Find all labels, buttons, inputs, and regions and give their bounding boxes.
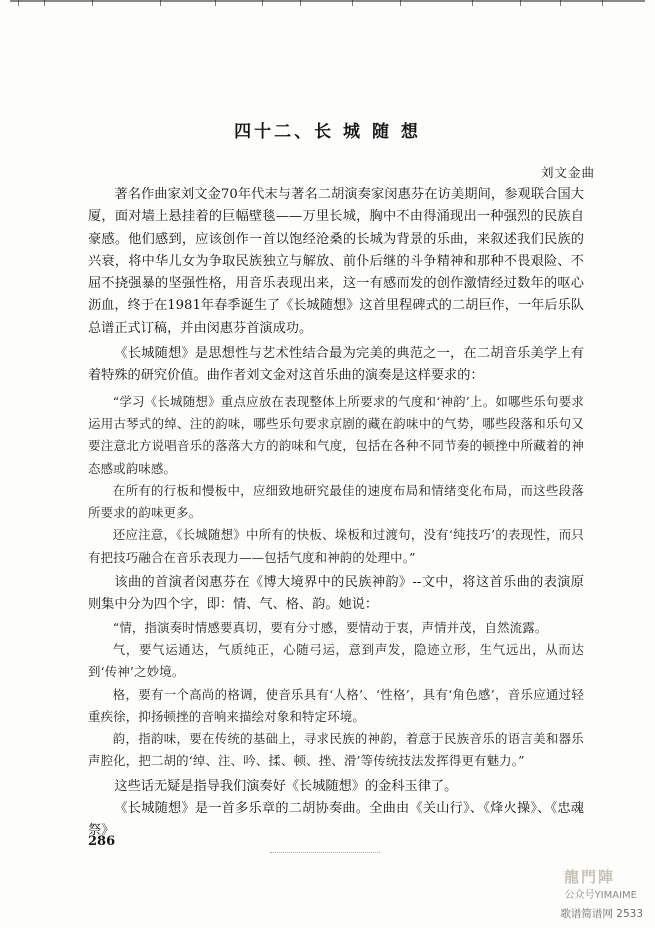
paragraph-structure: 《长城随想》是一首多乐章的二胡协奏曲。全曲由《关山行》、《烽火操》、《忠魂祭》 — [88, 801, 584, 839]
paragraph-intro: 著名作曲家刘文金70年代末与著名二胡演奏家闵惠芬在访美期间，参观联合国大厦，面对墙上悬挂着的巨幅壁毯——万里长城，胸中不由得涌现出一种强烈的民族自豪感。他们感到，应该创作一首以饱经沧桑的长城为背景的乐曲，来叙述我们民族的兴衰，将中华儿女为争取民族独立与解放、前仆后继的斗争精神和那种不畏艰险、不屈不挠强暴的坚强性格，用音乐表现出来，这一有感而发的创作激情经过数年的呕心沥血，终于在1981年春季诞生了《长城随想》这首里程碑式的二胡巨作，一年后乐队总谱正式订稿，并由闵惠芬首演成功。 — [88, 187, 584, 336]
quote-paragraph: 气，要气运通达，气质纯正，心随弓运，意到声发，隐迹立形，生气远出，从而达到‘传神’之妙境。 — [88, 641, 584, 680]
composer-credit: 刘文金曲 — [540, 165, 595, 180]
page-title: 四十二、长 城 随 想 — [234, 122, 421, 143]
page-number: 286 — [88, 834, 116, 849]
quote-paragraph: “情，指演奏时情感要真切，要有分寸感，要情动于衷，声情并茂，自然流露。 — [112, 619, 548, 635]
body-text — [88, 184, 584, 843]
paragraph-performer: 该曲的首演者闵惠芬在《博大境界中的民族神韵》--文中，将这首乐曲的表演原则集中分为四个字，即：情、气、格、韵。她说： — [88, 575, 584, 613]
paragraph-value: 《长城随想》是思想性与艺术性结合最为完美的典范之一，在二胡音乐美学上有着特殊的研究价值。曲作者刘文金对这首乐曲的演奏是这样要求的： — [88, 346, 584, 384]
footer-divider — [270, 852, 380, 853]
watermark-logo: 龍門陣 — [563, 868, 615, 886]
watermark-site: 公众号YIMAIME — [564, 890, 637, 901]
watermark-bottom: 歌谱简谱网 2533 — [560, 908, 643, 920]
quote-paragraph: 还应注意，《长城随想》中所有的快板、垛板和过渡句，没有‘纯技巧’的表现性，而只有把技巧融合在音乐表现力——包括气度和神韵的处理中。” — [88, 527, 584, 565]
quote-paragraph: 格，要有一个高尚的格调，使音乐具有‘人格’、‘性格’，具有‘角色感’，音乐应通过轻重疾徐，抑扬顿挫的音响来描绘对象和特定环境。 — [88, 686, 584, 724]
scan-edge-marks — [0, 0, 655, 10]
quote-paragraph: “学习《长城随想》重点应放在表现整体上所要求的气度和‘神韵’上。如哪些乐句要求运用古琴式的绰、注的韵味，哪些乐句要求京剧的藏在韵味中的气势，哪些段落和乐句又要注意北方说唱音乐的落落大方的韵味和气度，包括在各种不同节奏的顿挫中所藏着的神态感或韵味感。 — [88, 393, 584, 476]
paragraph-conclusion: 这些话无疑是指导我们演奏好《长城随想》的金科玉律了。 — [114, 778, 458, 794]
quote-paragraph: 韵，指韵味，要在传统的基础上，寻求民族的神韵，着意于民族音乐的语言美和器乐声腔化，把二胡的‘绰、注、吟、揉、顿、挫、滑’等传统技法发挥得更有魅力。” — [88, 731, 584, 769]
quote-paragraph: 在所有的行板和慢板中，应细致地研究最佳的速度布局和情绪变化布局，而这些段落所要求的韵味更多。 — [88, 482, 584, 521]
